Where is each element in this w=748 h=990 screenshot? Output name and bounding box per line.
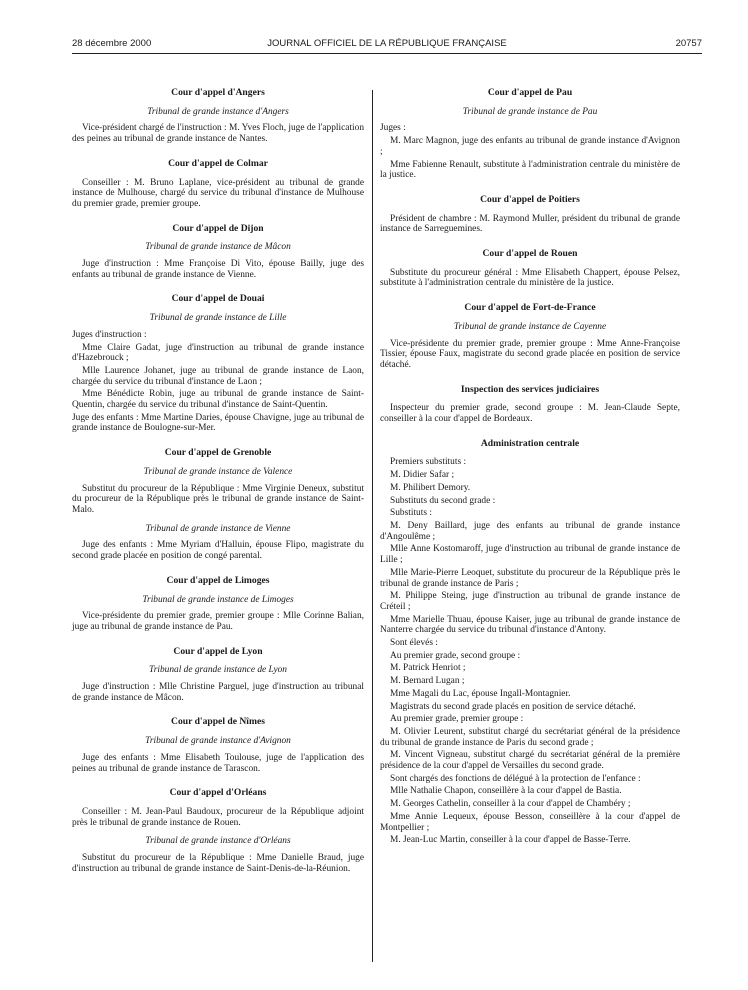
tribunal-subheading: Tribunal de grande instance de Mâcon [145, 242, 291, 253]
section-heading: Cour d'appel de Dijon [172, 222, 264, 234]
paragraph: Sont chargés des fonctions de délégué à la protection de l'enfance : [390, 773, 641, 784]
paragraph: Premiers substituts : [390, 457, 467, 468]
paragraph: Substitut du procureur de la République : Mme Virginie Deneux, substitut du procureur de la République près le tribunal de grande instance de Saint-Malo. [72, 483, 364, 515]
section-angers [72, 88, 364, 145]
paragraph: M. Marc Magnon, juge des enfants au tribunal de grande instance d'Avignon ; [380, 136, 680, 157]
paragraph: Mme Marielle Thuau, épouse Kaiser, juge au tribunal de grande instance de Nanterre chargée du service du tribunal d'instance d'Antony. [380, 614, 680, 636]
paragraph: M. Olivier Leurent, substitut chargé du secrétariat général de la présidence du tribunal de grande instance de Paris du second grade ; [380, 726, 680, 748]
section-heading: Cour d'appel de Poitiers [480, 193, 580, 205]
paragraph: Inspecteur du premier grade, second groupe : M. Jean-Claude Septe, conseiller à la cour d'appel de Bordeaux. [380, 403, 680, 425]
section-poitiers [380, 195, 680, 235]
section-administration-centrale [380, 439, 680, 846]
section-heading: Cour d'appel de Grenoble [164, 447, 272, 459]
section-grenoble [72, 448, 364, 562]
paragraph: Juge des enfants : Mme Myriam d'Halluin, épouse Flipo, magistrate du second grade placée en position de congé parental. [72, 540, 364, 562]
paragraph: Juge d'instruction : Mme Françoise Di Vito, épouse Bailly, juge des enfants au tribunal de grande instance de Vienne. [72, 259, 364, 280]
section-heading: Cour d'appel de Colmar [168, 157, 268, 169]
left-column [72, 88, 364, 886]
tribunal-subheading: Tribunal de grande instance de Lille [149, 313, 287, 324]
tribunal-subheading: Tribunal de grande instance de Lyon [149, 665, 287, 676]
section-heading: Administration centrale [480, 437, 580, 449]
section-fort-de-france [380, 303, 680, 371]
tribunal-subheading: Tribunal de grande instance de Valence [143, 466, 293, 477]
section-orleans [72, 788, 364, 874]
section-heading: Cour d'appel d'Angers [171, 87, 265, 98]
paragraph: Juge d'instruction : Mlle Christine Parguel, juge d'instruction au tribunal de grande instance de Mâcon. [72, 682, 364, 703]
paragraph: Magistrats du second grade placés en position de service détaché. [390, 701, 636, 712]
paragraph: Vice-président chargé de l'instruction : M. Yves Floch, juge de l'application des peines au tribunal de grande instance de Nantes. [72, 123, 365, 145]
section-nimes [72, 717, 364, 774]
paragraph: Mlle Anne Kostomaroff, juge d'instruction au tribunal de grande instance de Lille ; [380, 544, 680, 566]
section-heading: Cour d'appel d'Orléans [169, 787, 267, 799]
paragraph: M. Bernard Lugan ; [390, 676, 465, 687]
paragraph: Mme Fabienne Renault, substitute à l'administration centrale du ministère de la justice. [380, 159, 680, 181]
paragraph: Au premier grade, second groupe : [390, 650, 521, 661]
paragraph: Conseiller : M. Bruno Laplane, vice-président au tribunal de grande instance de Mulhouse, chargé du service du tribunal d'instance de Mulhouse du premier grade, premier groupe. [72, 177, 364, 209]
section-heading: Cour d'appel de Limoges [166, 574, 270, 586]
paragraph: Mlle Marie-Pierre Leoquet, substitute du procureur de la République près le tribunal de grande instance de Paris ; [380, 567, 680, 589]
section-heading: Cour d'appel de Douai [171, 293, 265, 305]
paragraph: Mme Magali du Lac, épouse Ingall-Montagnier. [390, 688, 571, 699]
paragraph: Juge des enfants : Mme Elisabeth Toulouse, juge de l'application des peines au tribunal de grande instance de Tarascon. [72, 752, 364, 774]
header-rule [72, 53, 702, 54]
paragraph: M. Deny Baillard, juge des enfants au tribunal de grande instance d'Angoulême ; [380, 520, 680, 542]
tribunal-subheading: Tribunal de grande instance d'Angers [147, 106, 289, 117]
paragraph: Substituts : [390, 508, 432, 519]
paragraph: Substitute du procureur général : Mme Elisabeth Chappert, épouse Pelsez, substitute à l'administration centrale du ministère de la justice. [380, 267, 680, 289]
section-limoges [72, 576, 364, 633]
paragraph: M. Philibert Demory. [390, 482, 471, 493]
paragraph: Conseiller : M. Jean-Paul Baudoux, procureur de la République adjoint près le tribunal de grande instance de Rouen. [72, 806, 364, 828]
section-heading: Cour d'appel de Rouen [482, 248, 578, 260]
right-column [380, 88, 680, 858]
section-douai [72, 294, 364, 434]
paragraph: Président de chambre : M. Raymond Muller, président du tribunal de grande instance de Sarreguemines. [380, 213, 680, 235]
section-rouen [380, 249, 680, 289]
section-lyon [72, 647, 364, 704]
tribunal-subheading: Tribunal de grande instance de Vienne [145, 523, 291, 534]
section-heading: Cour d'appel de Fort-de-France [464, 302, 596, 314]
paragraph: Vice-présidente du premier grade, premier groupe : Mlle Corinne Balian, juge au tribunal de grande instance de Pau. [72, 611, 364, 632]
paragraph: Vice-présidente du premier grade, premier groupe : Mme Anne-Françoise Tissier, épouse Faux, magistrate du second grade placée en position de service détaché. [380, 338, 680, 370]
paragraph: Juges : [380, 123, 406, 134]
column-divider [372, 90, 373, 962]
tribunal-subheading: Tribunal de grande instance de Limoges [142, 594, 294, 605]
paragraph: M. Jean-Luc Martin, conseiller à la cour d'appel de Basse-Terre. [390, 835, 631, 846]
section-heading: Cour d'appel de Pau [487, 87, 573, 98]
tribunal-subheading: Tribunal de grande instance de Pau [462, 106, 598, 117]
section-heading: Cour d'appel de Lyon [173, 645, 263, 657]
issue-date: 28 décembre 2000 [72, 38, 152, 49]
paragraph: Mlle Nathalie Chapon, conseillère à la cour d'appel de Bastia. [390, 786, 622, 797]
paragraph: Mme Annie Lequeux, épouse Besson, conseillère à la cour d'appel de Montpellier ; [380, 811, 680, 833]
journal-title: JOURNAL OFFICIEL DE LA RÉPUBLIQUE FRANÇAISE [267, 38, 507, 49]
section-heading: Cour d'appel de Nîmes [171, 716, 265, 728]
tribunal-subheading: Tribunal de grande instance d'Orléans [145, 836, 291, 847]
paragraph: Au premier grade, premier groupe : [390, 714, 524, 725]
tribunal-subheading: Tribunal de grande instance de Cayenne [453, 321, 607, 332]
paragraph: M. Vincent Vigneau, substitut chargé du secrétariat général de la première présidence de la cour d'appel de Versailles du second grade. [380, 750, 680, 772]
paragraph: Substituts du second grade : [390, 495, 496, 506]
paragraph: Mlle Laurence Johanet, juge au tribunal de grande instance de Laon, chargée du service du tribunal d'instance de Laon ; [72, 365, 364, 387]
paragraph: Sont élevés : [390, 638, 438, 649]
section-dijon [72, 224, 364, 281]
paragraph: M. Philippe Steing, juge d'instruction au tribunal de grande instance de Créteil ; [380, 591, 680, 612]
paragraph: M. Patrick Henriot ; [390, 663, 466, 674]
tribunal-subheading: Tribunal de grande instance d'Avignon [145, 736, 291, 747]
paragraph: Juges d'instruction : [72, 329, 147, 340]
paragraph: M. Georges Cathelin, conseiller à la cour d'appel de Chambéry ; [390, 799, 631, 810]
section-colmar [72, 159, 364, 210]
page-number: 20757 [675, 38, 702, 49]
paragraph: Mme Claire Gadat, juge d'instruction au tribunal de grande instance d'Hazebrouck ; [72, 342, 364, 364]
page-header [72, 36, 702, 52]
paragraph: Juge des enfants : Mme Martine Daries, épouse Chavigne, juge au tribunal de grande instance de Boulogne-sur-Mer. [72, 412, 364, 434]
paragraph: Mme Bénédicte Robin, juge au tribunal de grande instance de Saint-Quentin, chargée du service du tribunal d'instance de Saint-Quentin. [72, 389, 364, 411]
paragraph: Substitut du procureur de la République : Mme Danielle Braud, juge d'instruction au tribunal de grande instance de Saint-Denis-de-la-Réunion. [72, 853, 364, 874]
section-heading: Inspection des services judiciaires [460, 383, 600, 395]
section-inspection [380, 385, 680, 425]
section-pau [380, 88, 680, 181]
paragraph: M. Didier Safar ; [390, 470, 455, 481]
